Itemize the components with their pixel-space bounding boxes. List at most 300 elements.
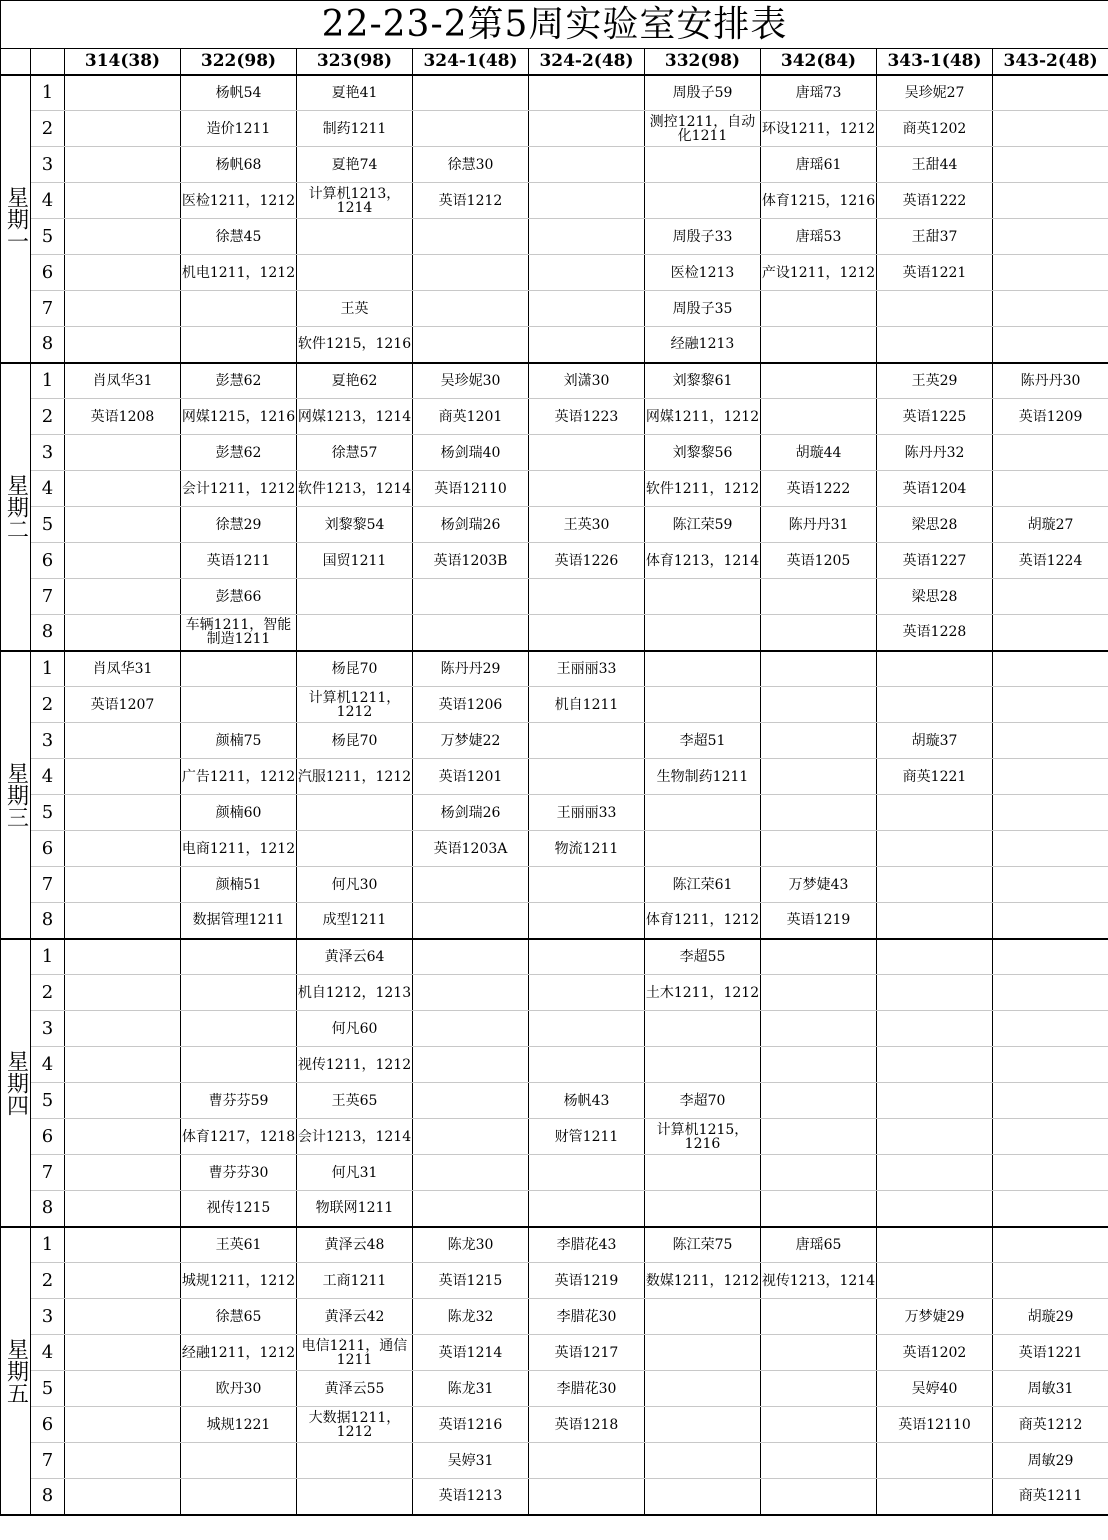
teacher-cell [877,291,993,327]
teacher-cell [761,1443,877,1479]
class-cell [65,1047,181,1083]
teacher-cell [413,579,529,615]
teacher-cell [645,579,761,615]
teacher-cell: 唐瑶53 [761,219,877,255]
class-cell: 英语1222 [761,471,877,507]
class-cell: 车辆1211，智能制造1211 [181,615,297,651]
teacher-cell: 黄泽云48 [297,1227,413,1263]
class-cell [65,471,181,507]
class-cell: 城规1221 [181,1407,297,1443]
class-cell [993,759,1108,795]
period-number: 7 [31,1155,65,1191]
class-cell: 视传1215 [181,1191,297,1227]
class-cell [993,831,1108,867]
class-cell [645,615,761,651]
class-cell: 软件1211，1212 [645,471,761,507]
class-cell: 物联网1211 [297,1191,413,1227]
teacher-cell: 唐瑶65 [761,1227,877,1263]
class-cell: 商英1202 [877,111,993,147]
table-row [1,903,1108,939]
teacher-cell [65,1155,181,1191]
class-cell: 英语1204 [877,471,993,507]
class-cell [993,327,1108,363]
table-row [1,939,1108,975]
teacher-cell: 肖凤华31 [65,363,181,399]
class-cell [993,471,1108,507]
teacher-cell: 周殷子33 [645,219,761,255]
table-row [1,435,1108,471]
class-cell: 英语1207 [65,687,181,723]
teacher-cell: 陈龙30 [413,1227,529,1263]
teacher-cell [993,1227,1108,1263]
period-number: 2 [31,687,65,723]
teacher-cell [529,75,645,111]
teacher-cell [297,1443,413,1479]
period-number: 8 [31,327,65,363]
teacher-cell: 曹芬芬59 [181,1083,297,1119]
class-cell [181,327,297,363]
class-cell [529,615,645,651]
period-number: 1 [31,1227,65,1263]
class-cell: 英语1203A [413,831,529,867]
teacher-cell [65,219,181,255]
teacher-cell: 王英29 [877,363,993,399]
teacher-cell [413,1083,529,1119]
table-row [1,795,1108,831]
class-cell: 英语1225 [877,399,993,435]
period-number: 4 [31,1047,65,1083]
teacher-cell: 胡璇27 [993,507,1108,543]
teacher-cell: 刘黎黎56 [645,435,761,471]
teacher-cell [529,723,645,759]
teacher-cell [65,435,181,471]
teacher-cell [877,651,993,687]
teacher-cell: 何凡60 [297,1011,413,1047]
table-row [1,183,1108,219]
class-cell [413,111,529,147]
class-cell [529,183,645,219]
class-cell: 数媒1211，1212 [645,1263,761,1299]
class-cell [413,327,529,363]
class-cell: 英语1212 [413,183,529,219]
class-cell [529,327,645,363]
table-row [1,579,1108,615]
teacher-cell: 梁思28 [877,507,993,543]
teacher-cell [761,1083,877,1119]
teacher-cell [645,147,761,183]
class-cell: 机电1211，1212 [181,255,297,291]
teacher-cell [181,1011,297,1047]
teacher-cell [297,219,413,255]
class-cell: 机自1211 [529,687,645,723]
teacher-cell: 杨帆68 [181,147,297,183]
class-cell: 英语1202 [877,1335,993,1371]
class-cell [761,1119,877,1155]
table-row [1,1227,1108,1263]
teacher-cell: 周殷子59 [645,75,761,111]
teacher-cell: 夏艳41 [297,75,413,111]
class-cell [645,183,761,219]
teacher-cell [761,363,877,399]
room-header: 314(38) [65,49,181,75]
class-cell [65,1263,181,1299]
table-row [1,1083,1108,1119]
class-cell: 测控1211，自动化1211 [645,111,761,147]
class-cell: 计算机1213，1214 [297,183,413,219]
teacher-cell [413,867,529,903]
table-row [1,327,1108,363]
class-cell: 英语1208 [65,399,181,435]
teacher-cell: 杨帆43 [529,1083,645,1119]
class-cell [65,1407,181,1443]
class-cell [761,975,877,1011]
table-row [1,1479,1108,1515]
teacher-cell: 陈丹丹30 [993,363,1108,399]
teacher-cell: 杨昆70 [297,651,413,687]
period-number: 6 [31,543,65,579]
class-cell [645,1407,761,1443]
table-row [1,363,1108,399]
room-header: 324-2(48) [529,49,645,75]
table-row [1,975,1108,1011]
class-cell: 汽服1211，1212 [297,759,413,795]
class-cell [993,1119,1108,1155]
class-cell [761,1047,877,1083]
class-cell: 会计1211，1212 [181,471,297,507]
teacher-cell: 王英65 [297,1083,413,1119]
day-label: 星期五 [1,1227,31,1515]
class-cell [65,759,181,795]
teacher-cell [645,1443,761,1479]
class-cell: 会计1213，1214 [297,1119,413,1155]
class-cell [65,1335,181,1371]
class-cell: 大数据1211，1212 [297,1407,413,1443]
class-cell [181,1047,297,1083]
class-cell [413,1191,529,1227]
class-cell: 数据管理1211 [181,903,297,939]
class-cell [761,327,877,363]
teacher-cell: 李超51 [645,723,761,759]
class-cell [181,687,297,723]
class-cell: 体育1217，1218 [181,1119,297,1155]
teacher-cell [877,1011,993,1047]
teacher-cell [877,1155,993,1191]
day-label: 星期四 [1,939,31,1227]
teacher-cell: 颜楠75 [181,723,297,759]
class-cell [761,759,877,795]
period-number: 8 [31,1479,65,1515]
teacher-cell [65,867,181,903]
class-cell [993,255,1108,291]
class-cell: 英语12110 [413,471,529,507]
teacher-cell: 陈江荣75 [645,1227,761,1263]
class-cell [993,903,1108,939]
class-cell [65,1191,181,1227]
class-cell: 软件1213，1214 [297,471,413,507]
teacher-cell: 彭慧66 [181,579,297,615]
class-cell: 英语1221 [877,255,993,291]
class-cell [877,687,993,723]
table-row [1,1407,1108,1443]
teacher-cell [529,939,645,975]
period-number: 3 [31,147,65,183]
class-cell: 医检1213 [645,255,761,291]
class-cell: 英语1214 [413,1335,529,1371]
class-cell: 电商1211，1212 [181,831,297,867]
teacher-cell: 黄泽云42 [297,1299,413,1335]
teacher-cell: 李超55 [645,939,761,975]
teacher-cell [413,219,529,255]
class-cell: 软件1215，1216 [297,327,413,363]
table-row [1,1263,1108,1299]
table-row [1,1011,1108,1047]
teacher-cell: 李腊花30 [529,1371,645,1407]
room-header-row [1,49,1108,75]
class-cell: 经融1213 [645,327,761,363]
teacher-cell [65,291,181,327]
period-number: 5 [31,507,65,543]
teacher-cell: 王英30 [529,507,645,543]
teacher-cell [877,867,993,903]
teacher-cell: 何凡31 [297,1155,413,1191]
period-number: 3 [31,435,65,471]
teacher-cell [529,219,645,255]
class-cell: 网媒1213，1214 [297,399,413,435]
room-header: 343-2(48) [993,49,1108,75]
teacher-cell: 刘黎黎61 [645,363,761,399]
class-cell: 工商1211 [297,1263,413,1299]
teacher-cell: 陈丹丹31 [761,507,877,543]
teacher-cell [761,795,877,831]
class-cell: 财管1211 [529,1119,645,1155]
class-cell [413,1119,529,1155]
class-cell [529,1047,645,1083]
table-row [1,399,1108,435]
teacher-cell [993,1155,1108,1191]
teacher-cell [645,1371,761,1407]
teacher-cell: 周敏31 [993,1371,1108,1407]
class-cell: 商英1201 [413,399,529,435]
period-number: 4 [31,183,65,219]
table-row [1,867,1108,903]
teacher-cell: 徐慧57 [297,435,413,471]
class-cell [761,831,877,867]
teacher-cell [529,867,645,903]
class-cell [877,1479,993,1515]
class-cell [65,1479,181,1515]
teacher-cell [993,939,1108,975]
teacher-cell [993,867,1108,903]
teacher-cell: 颜楠60 [181,795,297,831]
class-cell [65,111,181,147]
teacher-cell: 王甜37 [877,219,993,255]
teacher-cell [65,1011,181,1047]
class-cell [181,975,297,1011]
class-cell: 英语1222 [877,183,993,219]
teacher-cell [993,651,1108,687]
class-cell: 医检1211，1212 [181,183,297,219]
period-number: 1 [31,651,65,687]
teacher-cell [761,1371,877,1407]
teacher-cell: 万梦婕29 [877,1299,993,1335]
class-cell [645,1191,761,1227]
class-cell: 网媒1215，1216 [181,399,297,435]
teacher-cell: 刘潇30 [529,363,645,399]
class-cell [529,1479,645,1515]
period-number: 6 [31,1119,65,1155]
room-header: 343-1(48) [877,49,993,75]
teacher-cell [877,1443,993,1479]
corner-cell [31,49,65,75]
class-cell [761,1407,877,1443]
teacher-cell: 吴婷31 [413,1443,529,1479]
teacher-cell [413,75,529,111]
class-cell: 英语12110 [877,1407,993,1443]
class-cell [65,903,181,939]
teacher-cell: 周敏29 [993,1443,1108,1479]
period-number: 5 [31,219,65,255]
teacher-cell: 王丽丽33 [529,795,645,831]
class-cell: 土木1211，1212 [645,975,761,1011]
room-header: 324-1(48) [413,49,529,75]
table-row [1,543,1108,579]
teacher-cell: 陈丹丹29 [413,651,529,687]
teacher-cell [297,579,413,615]
class-cell [877,903,993,939]
table-row [1,1119,1108,1155]
class-cell [993,1263,1108,1299]
class-cell [993,975,1108,1011]
class-cell: 视传1213，1214 [761,1263,877,1299]
class-cell [529,471,645,507]
class-cell: 英语1215 [413,1263,529,1299]
teacher-cell [529,1155,645,1191]
teacher-cell: 曹芬芬30 [181,1155,297,1191]
class-cell [993,615,1108,651]
period-number: 1 [31,75,65,111]
class-cell [877,975,993,1011]
teacher-cell [181,651,297,687]
class-cell [297,1479,413,1515]
teacher-cell [65,1083,181,1119]
class-cell: 体育1213，1214 [645,543,761,579]
period-number: 5 [31,1371,65,1407]
teacher-cell: 黄泽云64 [297,939,413,975]
period-number: 1 [31,363,65,399]
class-cell: 英语1217 [529,1335,645,1371]
teacher-cell: 吴珍妮27 [877,75,993,111]
teacher-cell: 吴婷40 [877,1371,993,1407]
class-cell [529,255,645,291]
teacher-cell [877,795,993,831]
period-number: 3 [31,723,65,759]
class-cell: 英语1227 [877,543,993,579]
teacher-cell [65,147,181,183]
class-cell [993,183,1108,219]
class-cell [413,1047,529,1083]
class-cell [65,831,181,867]
teacher-cell [761,723,877,759]
table-row [1,1371,1108,1407]
teacher-cell [877,1227,993,1263]
class-cell: 城规1211，1212 [181,1263,297,1299]
teacher-cell [761,1155,877,1191]
table-row [1,471,1108,507]
class-cell: 英语1206 [413,687,529,723]
teacher-cell [181,1443,297,1479]
teacher-cell [993,1011,1108,1047]
class-cell: 英语1228 [877,615,993,651]
teacher-cell: 王丽丽33 [529,651,645,687]
table-row [1,147,1108,183]
period-number: 6 [31,1407,65,1443]
class-cell [877,831,993,867]
class-cell: 环设1211，1212 [761,111,877,147]
teacher-cell: 唐瑶61 [761,147,877,183]
class-cell [413,255,529,291]
period-number: 3 [31,1011,65,1047]
class-cell: 造价1211 [181,111,297,147]
class-cell: 英语1213 [413,1479,529,1515]
teacher-cell: 徐慧65 [181,1299,297,1335]
teacher-cell [65,723,181,759]
period-number: 2 [31,399,65,435]
class-cell [65,975,181,1011]
corner-cell [1,49,31,75]
teacher-cell: 徐慧29 [181,507,297,543]
period-number: 6 [31,831,65,867]
class-cell: 英语1203B [413,543,529,579]
class-cell: 商英1212 [993,1407,1108,1443]
teacher-cell [529,1011,645,1047]
table-row [1,723,1108,759]
teacher-cell [529,147,645,183]
class-cell: 商英1221 [877,759,993,795]
teacher-cell [297,795,413,831]
teacher-cell [645,795,761,831]
table-row [1,219,1108,255]
class-cell: 生物制药1211 [645,759,761,795]
teacher-cell [993,1083,1108,1119]
class-cell: 英语1219 [761,903,877,939]
teacher-cell: 周殷子35 [645,291,761,327]
class-cell [993,1047,1108,1083]
class-cell [761,1335,877,1371]
teacher-cell: 夏艳62 [297,363,413,399]
teacher-cell [761,1011,877,1047]
class-cell [529,975,645,1011]
table-row [1,1443,1108,1479]
period-number: 7 [31,291,65,327]
table-row [1,1047,1108,1083]
teacher-cell: 杨剑瑞40 [413,435,529,471]
period-number: 2 [31,975,65,1011]
room-header: 322(98) [181,49,297,75]
class-cell: 体育1215，1216 [761,183,877,219]
class-cell [65,1119,181,1155]
teacher-cell: 胡璇29 [993,1299,1108,1335]
teacher-cell: 王甜44 [877,147,993,183]
class-cell [297,615,413,651]
table-row [1,651,1108,687]
teacher-cell [761,1299,877,1335]
class-cell [761,399,877,435]
teacher-cell [761,579,877,615]
teacher-cell [993,795,1108,831]
teacher-cell [993,147,1108,183]
class-cell [297,831,413,867]
period-number: 6 [31,255,65,291]
